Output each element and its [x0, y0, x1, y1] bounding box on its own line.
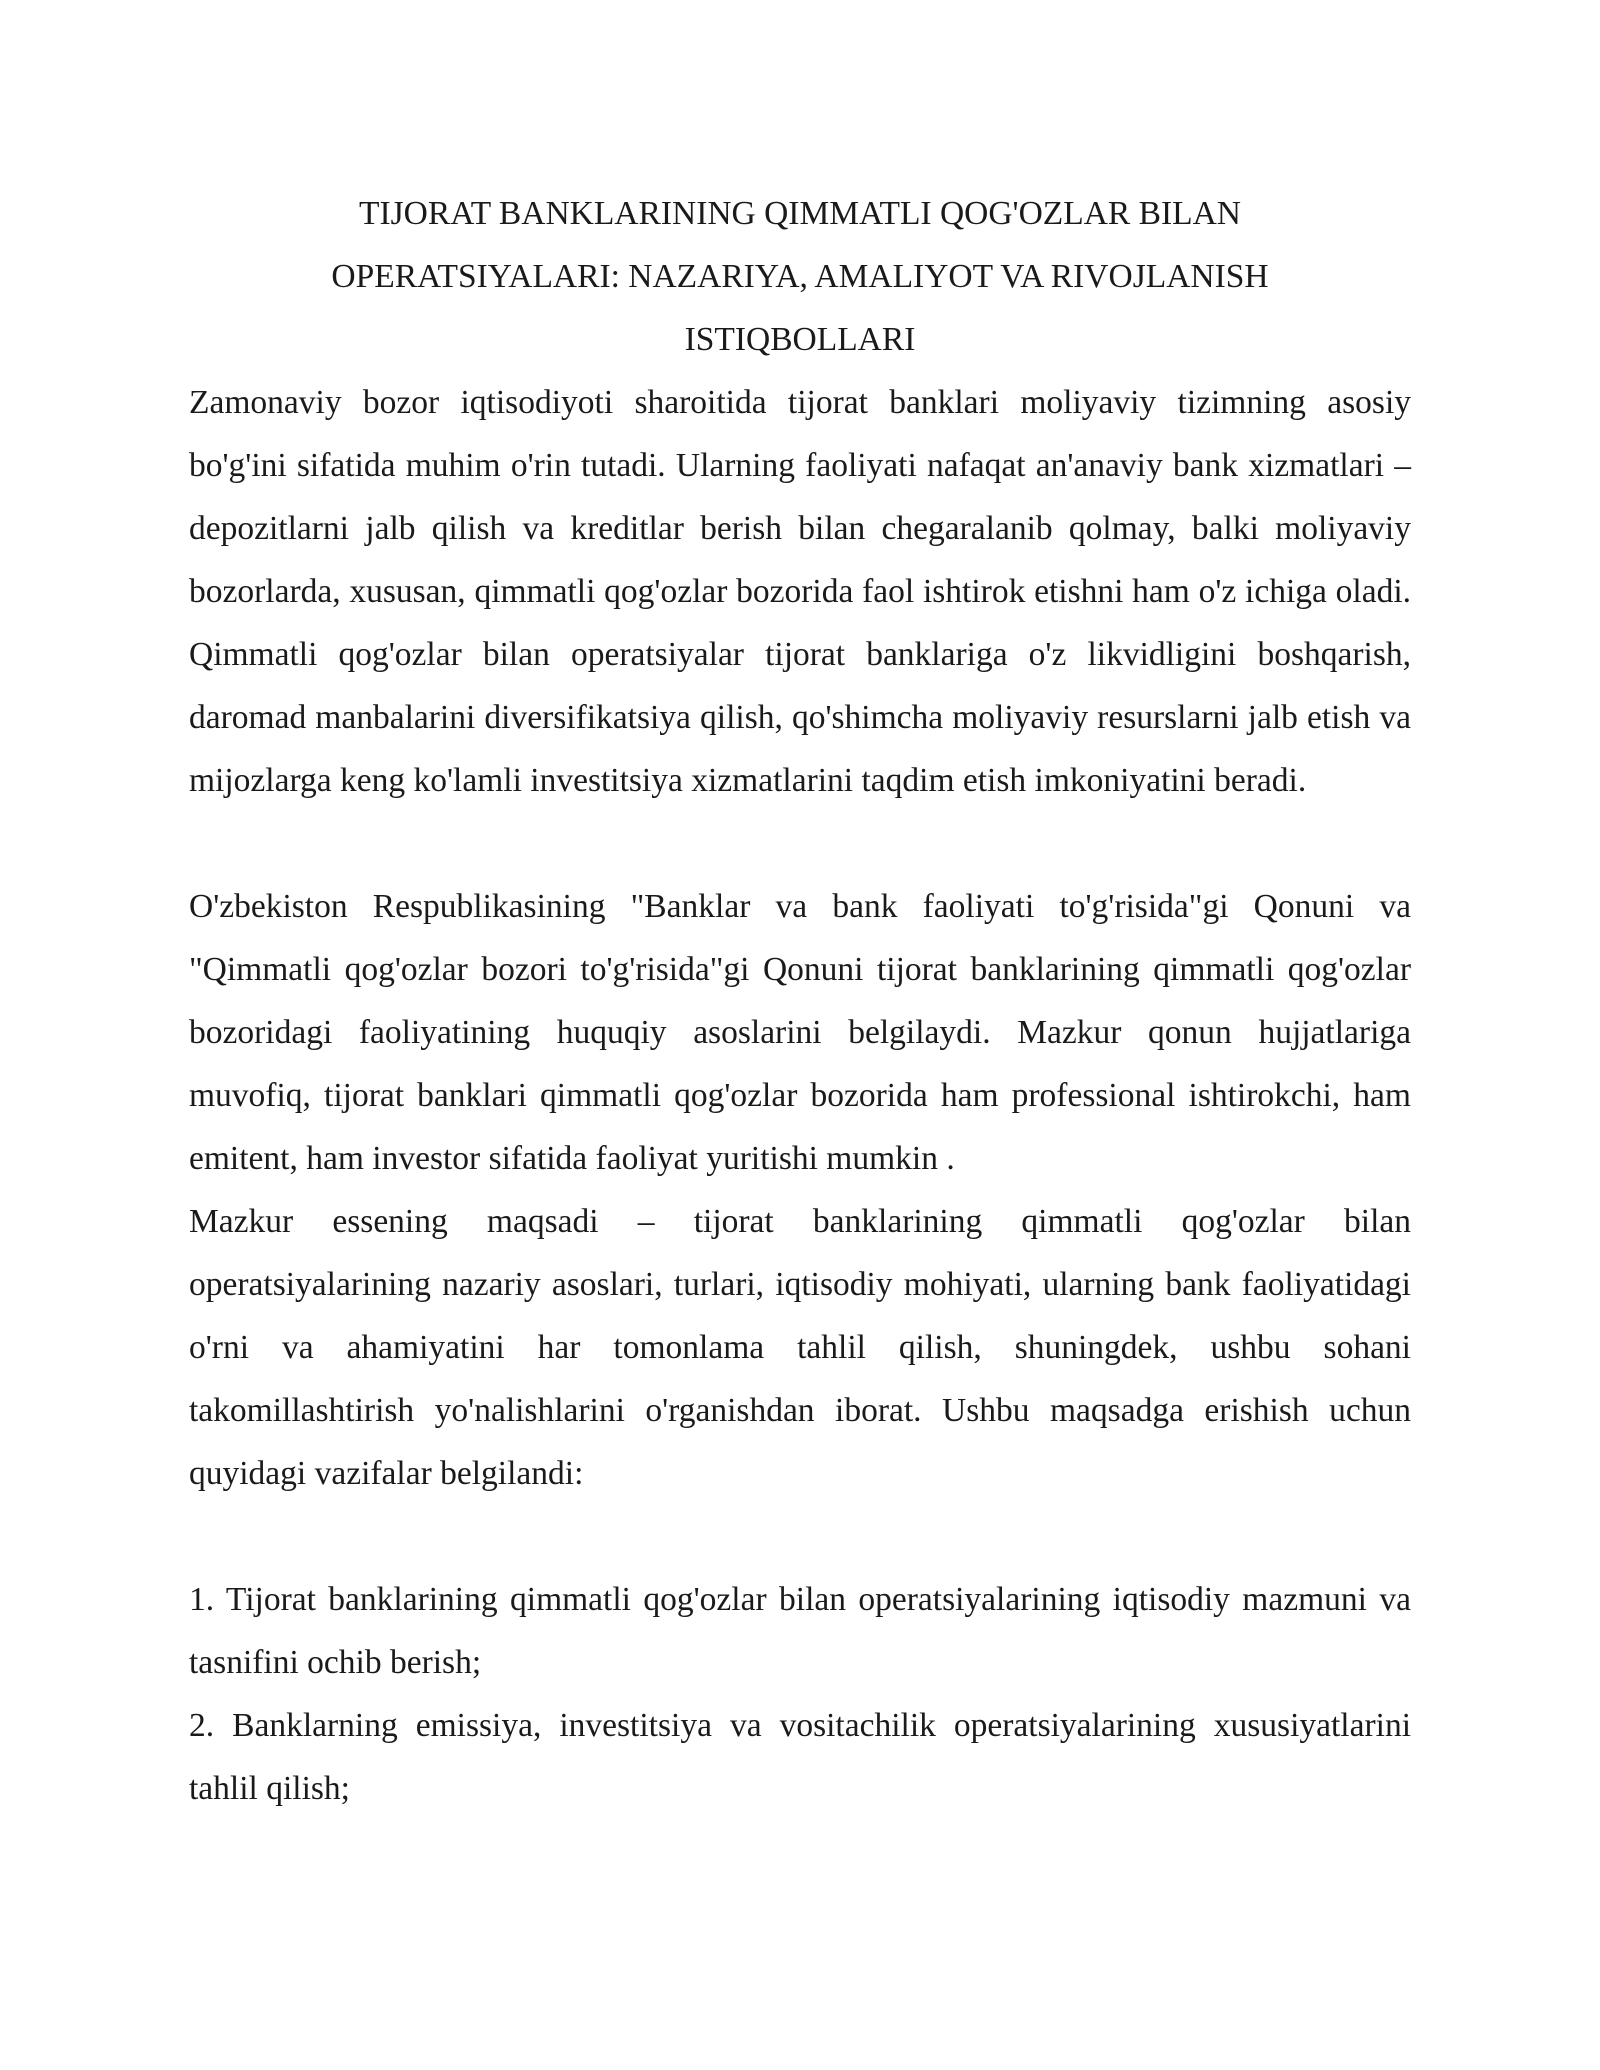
paragraph-spacer: [189, 1505, 1411, 1568]
document-title: TIJORAT BANKLARINING QIMMATLI QOG'OZLAR BILAN OPERATSIYALARI: NAZARIYA, AMALIYOT VA RIVOJLANISH ISTIQBOLLARI: [331, 195, 1269, 358]
task-item-1: 1. Tijorat banklarining qimmatli qog'ozlar bilan operatsiyalarining iqtisodiy mazmuni va tasnifini ochib berish;: [189, 1581, 1411, 1681]
task-item-2: 2. Banklarning emissiya, investitsiya va vositachilik operatsiyalarining xususiyatlarini tahlil qilish;: [189, 1707, 1411, 1807]
paragraph-intro: Zamonaviy bozor iqtisodiyoti sharoitida tijorat banklari moliyaviy tizimning asosiy bo'g'ini sifatida muhim o'rin tutadi. Ularning faoliyati nafaqat an'anaviy bank xizmatlari – depozitlarni jalb qilish va kreditlar berish bilan chegaralanib qolmay, balki moliyaviy bozorlarda, xususan, qimmatli qog'ozlar bozorida faol ishtirok etishni ham o'z ichiga oladi. Qimmatli qog'ozlar bilan operatsiyalar tijorat banklariga o'z likvidligini boshqarish, daromad manbalarini diversifikatsiya qilish, qo'shimcha moliyaviy resurslarni jalb etish va mijozlarga keng ko'lamli investitsiya xizmatlarini taqdim etish imkoniyatini beradi.: [189, 384, 1411, 799]
paragraph-legal-basis: O'zbekiston Respublikasining "Banklar va bank faoliyati to'g'risida"gi Qonuni va "Qimmatli qog'ozlar bozori to'g'risida"gi Qonuni tijorat banklarining qimmatli qog'ozlar bozoridagi faoliyatining huquqiy asoslarini belgilaydi. Mazkur qonun hujjatlariga muvofiq, tijorat banklari qimmatli qog'ozlar bozorida ham professional ishtirokchi, ham emitent, ham investor sifatida faoliyat yuritishi mumkin .: [189, 888, 1411, 1177]
document-page: [189, 182, 1411, 1820]
paragraph-essay-goal: Mazkur essening maqsadi – tijorat banklarining qimmatli qog'ozlar bilan operatsiyalarining nazariy asoslari, turlari, iqtisodiy mohiyati, ularning bank faoliyatidagi o'rni va ahamiyatini har tomonlama tahlil qilish, shuningdek, ushbu sohani takomillashtirish yo'nalishlarini o'rganishdan iborat. Ushbu maqsadga erishish uchun quyidagi vazifalar belgilandi:: [189, 1203, 1411, 1492]
paragraph-spacer: [189, 812, 1411, 875]
